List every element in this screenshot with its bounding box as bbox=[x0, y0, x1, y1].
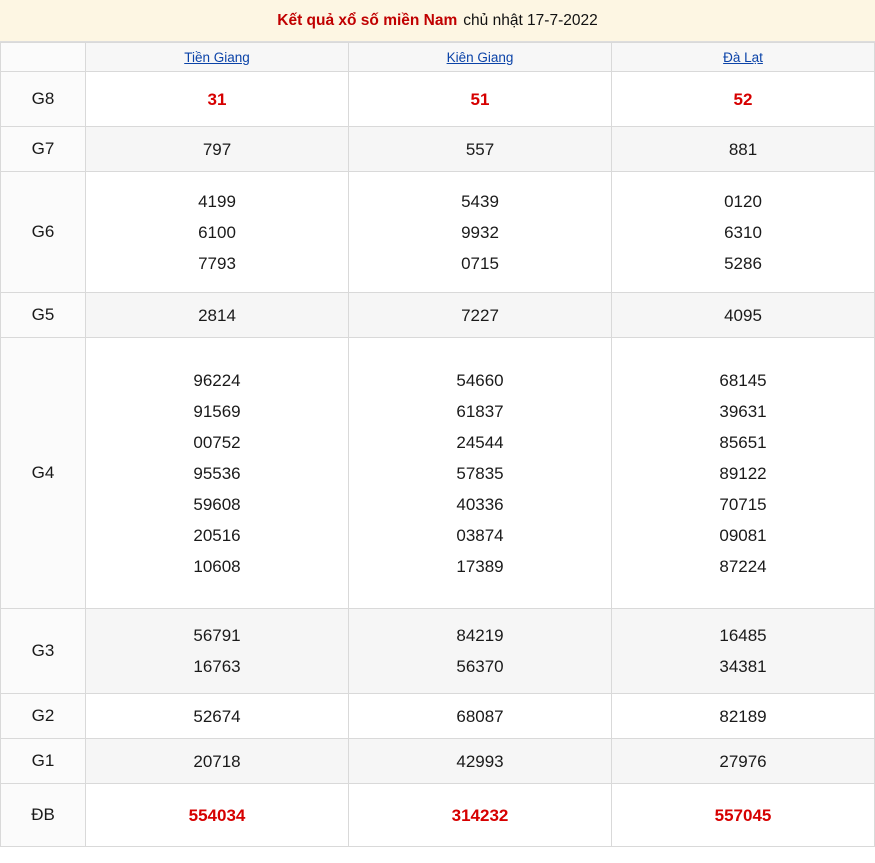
cell-g4-tien-giang bbox=[86, 338, 349, 609]
number-value: 881 bbox=[728, 139, 758, 159]
cell-g8-tien-giang bbox=[86, 72, 349, 127]
number-value: 09081 bbox=[719, 525, 767, 545]
number-value: 5286 bbox=[724, 253, 762, 273]
number-value: 70715 bbox=[719, 494, 767, 514]
row-label-db: ĐB bbox=[1, 784, 86, 847]
cell-g1-da-lat bbox=[612, 739, 875, 784]
number-value: 89122 bbox=[719, 463, 767, 483]
table-row bbox=[1, 72, 875, 127]
number-value: 0715 bbox=[461, 253, 499, 273]
cell-g7-da-lat bbox=[612, 127, 875, 172]
number-value: 87224 bbox=[719, 556, 767, 576]
province-header-2[interactable] bbox=[612, 43, 875, 72]
cell-g1-tien-giang bbox=[86, 739, 349, 784]
number-value: 5439 bbox=[461, 191, 499, 211]
number-value: 314232 bbox=[451, 805, 509, 825]
number-value: 797 bbox=[202, 139, 232, 159]
cell-g1-kien-giang bbox=[349, 739, 612, 784]
number-value: 61837 bbox=[456, 401, 504, 421]
number-value: 84219 bbox=[456, 626, 504, 645]
cell-g5-tien-giang bbox=[86, 293, 349, 338]
row-label-g2: G2 bbox=[1, 694, 86, 739]
province-link-da-lat[interactable]: Đà Lạt bbox=[723, 50, 763, 65]
cell-g7-kien-giang bbox=[349, 127, 612, 172]
cell-g3-da-lat bbox=[612, 609, 875, 694]
number-value: 91569 bbox=[193, 401, 241, 421]
row-label-g1: G1 bbox=[1, 739, 86, 784]
province-link-kien-giang[interactable]: Kiên Giang bbox=[446, 50, 514, 65]
number-value: 42993 bbox=[456, 751, 504, 771]
cell-db-kien-giang bbox=[349, 784, 612, 847]
number-value: 39631 bbox=[719, 401, 767, 421]
number-value: 59608 bbox=[193, 494, 241, 514]
number-value: 20718 bbox=[193, 751, 241, 771]
table-row bbox=[1, 784, 875, 847]
cell-g3-tien-giang bbox=[86, 609, 349, 694]
number-value: 16763 bbox=[193, 657, 241, 676]
number-value: 52 bbox=[733, 89, 753, 109]
table-row bbox=[1, 338, 875, 609]
number-value: 6310 bbox=[724, 222, 762, 242]
number-value: 10608 bbox=[193, 556, 241, 576]
number-value: 56370 bbox=[456, 657, 504, 676]
number-value: 7793 bbox=[198, 253, 236, 273]
number-value: 554034 bbox=[188, 805, 246, 825]
cell-g4-da-lat bbox=[612, 338, 875, 609]
number-value: 68087 bbox=[456, 706, 504, 726]
number-value: 0120 bbox=[724, 191, 762, 211]
number-value: 54660 bbox=[456, 370, 504, 390]
table-row bbox=[1, 172, 875, 293]
number-value: 20516 bbox=[193, 525, 241, 545]
cell-g2-da-lat bbox=[612, 694, 875, 739]
number-value: 557 bbox=[465, 139, 495, 159]
table-row bbox=[1, 293, 875, 338]
corner-cell bbox=[1, 43, 86, 72]
number-value: 27976 bbox=[719, 751, 767, 771]
number-value: 4095 bbox=[724, 305, 762, 325]
results-table bbox=[0, 42, 875, 847]
number-value: 40336 bbox=[456, 494, 504, 514]
cell-g5-kien-giang bbox=[349, 293, 612, 338]
table-row bbox=[1, 127, 875, 172]
cell-db-tien-giang bbox=[86, 784, 349, 847]
number-value: 57835 bbox=[456, 463, 504, 483]
cell-g6-kien-giang bbox=[349, 172, 612, 293]
number-value: 557045 bbox=[714, 805, 772, 825]
row-label-g6: G6 bbox=[1, 172, 86, 293]
table-row bbox=[1, 609, 875, 694]
number-value: 17389 bbox=[456, 556, 504, 576]
number-value: 03874 bbox=[456, 525, 504, 545]
province-header-0[interactable] bbox=[86, 43, 349, 72]
table-header-row bbox=[1, 43, 875, 72]
number-value: 68145 bbox=[719, 370, 767, 390]
province-link-tien-giang[interactable]: Tiền Giang bbox=[184, 50, 250, 65]
table-row bbox=[1, 739, 875, 784]
number-value: 96224 bbox=[193, 370, 241, 390]
page-title: Kết quả xổ số miền Nam bbox=[277, 11, 458, 29]
number-value: 34381 bbox=[719, 657, 767, 676]
row-label-g8: G8 bbox=[1, 72, 86, 127]
number-value: 7227 bbox=[461, 305, 499, 325]
number-value: 24544 bbox=[456, 432, 504, 452]
cell-g2-tien-giang bbox=[86, 694, 349, 739]
cell-g4-kien-giang bbox=[349, 338, 612, 609]
number-value: 85651 bbox=[719, 432, 767, 452]
number-value: 6100 bbox=[198, 222, 236, 242]
number-value: 00752 bbox=[193, 432, 241, 452]
number-value: 2814 bbox=[198, 305, 236, 325]
province-header-1[interactable] bbox=[349, 43, 612, 72]
row-label-g5: G5 bbox=[1, 293, 86, 338]
number-value: 9932 bbox=[461, 222, 499, 242]
cell-g7-tien-giang bbox=[86, 127, 349, 172]
number-value: 51 bbox=[470, 89, 490, 109]
row-label-g3: G3 bbox=[1, 609, 86, 694]
cell-g5-da-lat bbox=[612, 293, 875, 338]
table-row bbox=[1, 694, 875, 739]
number-value: 95536 bbox=[193, 463, 241, 483]
cell-g6-da-lat bbox=[612, 172, 875, 293]
cell-g6-tien-giang bbox=[86, 172, 349, 293]
row-label-g7: G7 bbox=[1, 127, 86, 172]
footer-spacer bbox=[0, 847, 875, 863]
cell-g2-kien-giang bbox=[349, 694, 612, 739]
number-value: 31 bbox=[207, 89, 227, 109]
cell-db-da-lat bbox=[612, 784, 875, 847]
cell-g3-kien-giang bbox=[349, 609, 612, 694]
number-value: 82189 bbox=[719, 706, 767, 726]
cell-g8-da-lat bbox=[612, 72, 875, 127]
page-title-date: chủ nhật 17-7-2022 bbox=[463, 11, 598, 29]
page-title-bar bbox=[0, 0, 875, 42]
number-value: 56791 bbox=[193, 626, 241, 645]
row-label-g4: G4 bbox=[1, 338, 86, 609]
cell-g8-kien-giang bbox=[349, 72, 612, 127]
number-value: 4199 bbox=[198, 191, 236, 211]
number-value: 52674 bbox=[193, 706, 241, 726]
number-value: 16485 bbox=[719, 626, 767, 645]
